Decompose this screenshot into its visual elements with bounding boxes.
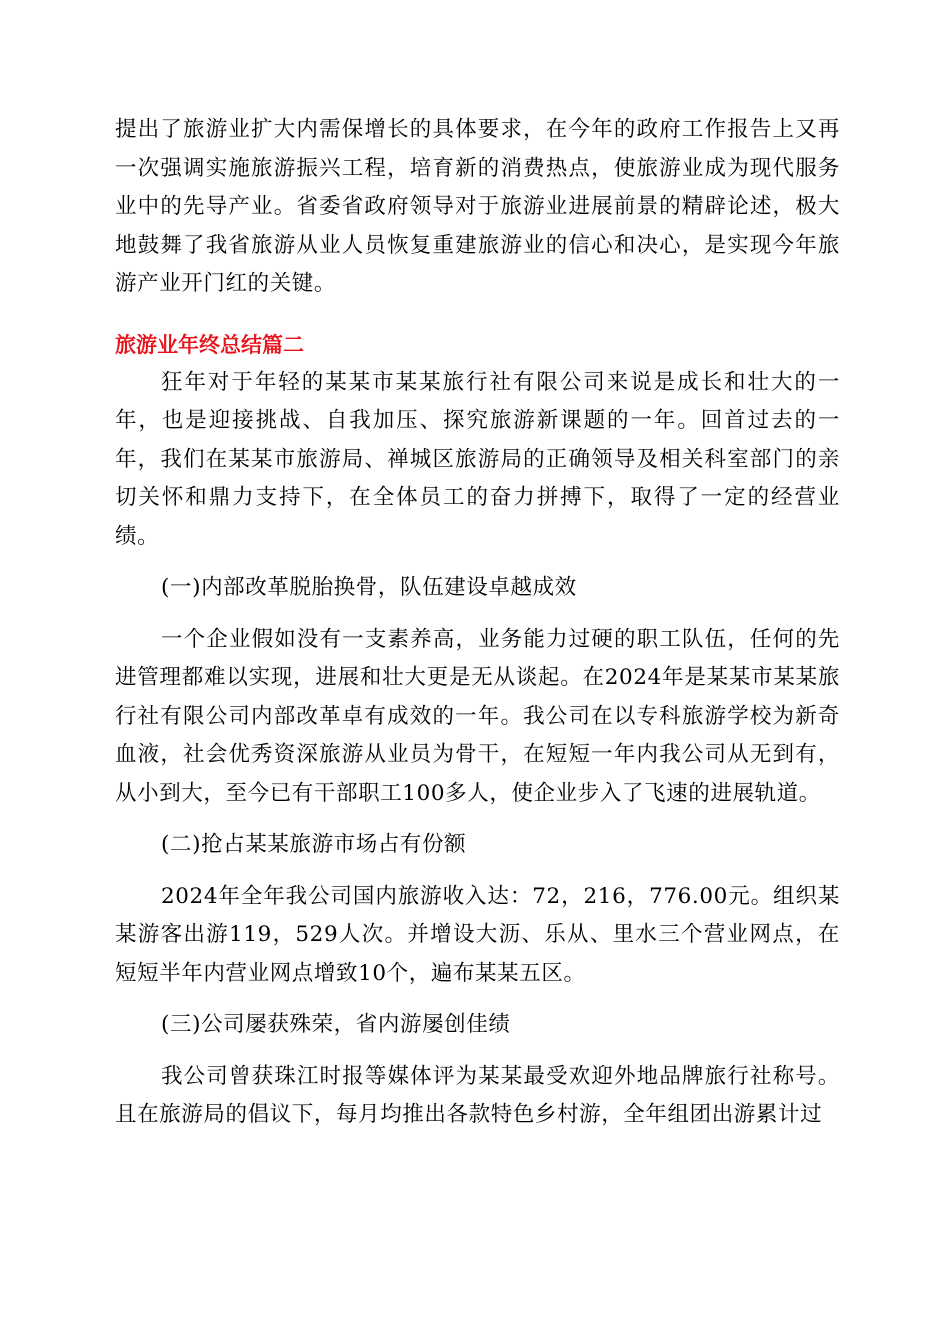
document-page — [115, 111, 840, 1135]
intro-paragraph: 提出了旅游业扩大内需保增长的具体要求，在今年的政府工作报告上又再一次强调实施旅游振兴工程，培育新的消费热点，使旅游业成为现代服务业中的先导产业。省委省政府领导对于旅游业进展前景的精辟论述，极大地鼓舞了我省旅游从业人员恢复重建旅游业的信心和决心，是实现今年旅游产业开门红的关键。 — [115, 117, 840, 296]
paragraph-3: 2024年全年我公司国内旅游收入达：72，216，776.00元。组织某某游客出游119，529人次。并增设大沥、乐从、里水三个营业网点，在短短半年内营业网点增致10个，遍布某某五区。 — [115, 883, 840, 986]
paragraph-4: 我公司曾获珠江时报等媒体评为某某最受欢迎外地品牌旅行社称号。且在旅游局的倡议下，每月均推出各款特色乡村游，全年组团出游累计过 — [115, 1063, 840, 1127]
section-heading: 旅游业年终总结篇二 — [115, 332, 304, 357]
paragraph-2: 一个企业假如没有一支素养高，业务能力过硬的职工队伍，任何的先进管理都难以实现，进展和壮大更是无从谈起。在2024年是某某市某某旅行社有限公司内部改革卓有成效的一年。我公司在以专科旅游学校为新奇血液，社会优秀资深旅游从业员为骨干，在短短一年内我公司从无到有，从小到大，至今已有干部职工100多人，使企业步入了飞速的进展轨道。 — [115, 626, 840, 806]
subheading-3: (三)公司屡获殊荣，省内游屡创佳绩 — [161, 1012, 511, 1037]
subheading-1: (一)内部改革脱胎换骨，队伍建设卓越成效 — [161, 575, 577, 600]
paragraph-1: 狂年对于年轻的某某市某某旅行社有限公司来说是成长和壮大的一年，也是迎接挑战、自我加压、探究旅游新课题的一年。回首过去的一年，我们在某某市旅游局、禅城区旅游局的正确领导及相关科室部门的亲切关怀和鼎力支持下，在全体员工的奋力拼搏下，取得了一定的经营业绩。 — [115, 369, 840, 549]
subheading-2: (二)抢占某某旅游市场占有份额 — [161, 832, 467, 857]
